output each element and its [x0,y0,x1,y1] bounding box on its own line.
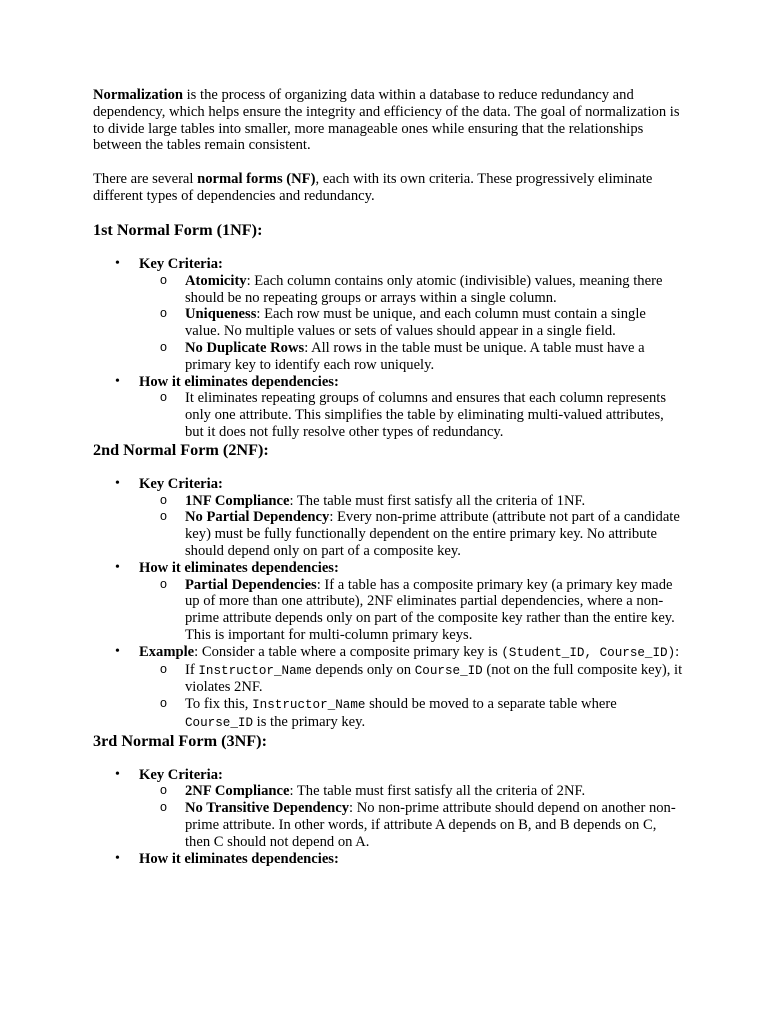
intro-paragraph-1 [93,87,683,154]
sublist-item [160,576,683,644]
list-item [115,373,683,441]
list-3nf [93,767,683,868]
circle-bullet-icon: o [160,390,167,405]
circle-bullet-icon: o [160,661,167,676]
course-id-code: Course_ID [185,715,254,730]
circle-bullet-icon: o [160,509,167,524]
circle-bullet-icon: o [160,272,167,287]
criterion-term: No Duplicate Rows [185,339,305,356]
sublist [139,577,683,644]
example-text: depends only on [311,661,415,678]
bullet-icon: • [115,475,120,491]
sublist-item [160,272,683,307]
criterion-term: 1NF Compliance [185,492,290,509]
circle-bullet-icon: o [160,576,167,591]
list-1nf [93,256,683,441]
example-text: : Consider a table where a composite primary key is [194,643,502,660]
bullet-icon: • [115,766,120,782]
key-criteria-label: Key Criteria: [139,766,223,783]
example-text: If [185,661,199,678]
course-id-code: Course_ID [414,663,483,678]
list-item [115,475,683,560]
sublist [139,662,683,732]
sublist-item [160,492,683,510]
list-item [115,559,683,644]
sublist [139,493,683,560]
bullet-icon: • [115,559,120,575]
instructor-name-code: Instructor_Name [252,698,366,713]
bullet-icon: • [115,373,120,389]
composite-key-code: (Student_ID, Course_ID) [501,645,676,660]
key-criteria-label: Key Criteria: [139,475,223,492]
criterion-text: : The table must first satisfy all the criteria of 2NF. [289,783,586,800]
criterion-term: Atomicity [185,272,247,289]
list-2nf [93,476,683,732]
key-criteria-label: Key Criteria: [139,255,223,272]
list-item [115,255,683,374]
example-text: (not on the full composite key), it violates 2NF. [185,661,683,696]
circle-bullet-icon: o [160,783,167,798]
criterion-text: : Every non-prime attribute (attribute not part of a candidate key) must be fully functionally dependent on the entire primary key. No attribute should depend only on part of a composite key. [185,509,680,559]
criterion-term: No Partial Dependency [185,509,330,526]
sublist [139,783,683,850]
bullet-icon: • [115,255,120,271]
intro-paragraph-2 [93,171,683,205]
criterion-text: : No non-prime attribute should depend on another non-prime attribute. In other words, if attribute A depends on B, and B depends on C, then C should not depend on A. [185,800,676,850]
list-item [115,643,683,732]
criterion-text: : Each row must be unique, and each column must contain a single value. No multiple values or sets of values should appear in a single field. [185,306,646,340]
circle-bullet-icon: o [160,492,167,507]
heading-3nf: 3rd Normal Form (3NF): [93,731,267,750]
normalization-term: Normalization [93,87,183,103]
bullet-icon: • [115,643,120,659]
intro-text-2a: There are several [93,170,198,187]
sublist-item [160,339,683,374]
sublist-item [160,509,683,559]
document-page [93,87,683,867]
how-label: How it eliminates dependencies: [139,559,339,576]
how-label: How it eliminates dependencies: [139,850,339,867]
sublist-item [160,661,683,697]
bullet-icon: • [115,850,120,866]
criterion-term: 2NF Compliance [185,783,290,800]
heading-1nf: 1st Normal Form (1NF): [93,220,263,239]
sublist-item [160,783,683,800]
instructor-name-code: Instructor_Name [198,663,312,678]
intro-text-1: is the process of organizing data within a database to reduce redundancy and dependency, which helps ensure the integrity and efficiency of the data. The goal of normalization is to divide large tables into smaller, more manageable ones while ensuring that the relationships between the tables remain consistent. [93,87,680,154]
list-item [115,850,683,868]
example-label: Example [139,643,195,660]
example-text: To fix this, [185,696,253,713]
how-label: How it eliminates dependencies: [139,373,339,390]
sublist-item [160,800,683,850]
list-item [115,766,683,851]
example-text: should be moved to a separate table where [365,696,617,713]
sublist-item [160,306,683,340]
explanation-text: It eliminates repeating groups of columns and ensures that each column represents only one attribute. This simplifies the table by eliminating multi-valued attributes, but it does not fully resolve other types of redundancy. [185,390,667,440]
example-text: is the primary key. [253,713,366,730]
criterion-text: : All rows in the table must be unique. A table must have a primary key to identify each row uniquely. [185,339,645,373]
criterion-term: No Transitive Dependency [185,800,350,817]
example-end: : [675,643,680,660]
heading-2nf: 2nd Normal Form (2NF): [93,440,269,459]
circle-bullet-icon: o [160,339,167,354]
sublist [139,273,683,374]
explanation-text: : If a table has a composite primary key (a primary key made up of more than one attribute), 2NF eliminates partial dependencies, where a non-prime attribute depends only on part of the composite key rather than the entire key. This is important for multi-column primary keys. [185,576,675,643]
sublist [139,390,683,440]
criterion-text: : The table must first satisfy all the criteria of 1NF. [289,492,586,509]
circle-bullet-icon: o [160,306,167,321]
criterion-term: Uniqueness [185,306,257,323]
circle-bullet-icon: o [160,696,167,711]
criterion-text: : Each column contains only atomic (indivisible) values, meaning there should be no repeating groups or arrays within a single column. [185,272,663,306]
intro-text-2b: , each with its own criteria. These progressively eliminate different types of dependencies and redundancy. [93,170,653,204]
sublist-item [160,390,683,440]
normal-forms-term: normal forms (NF) [197,170,316,187]
sublist-item [160,696,683,732]
explanation-term: Partial Dependencies [185,576,317,593]
circle-bullet-icon: o [160,800,167,815]
